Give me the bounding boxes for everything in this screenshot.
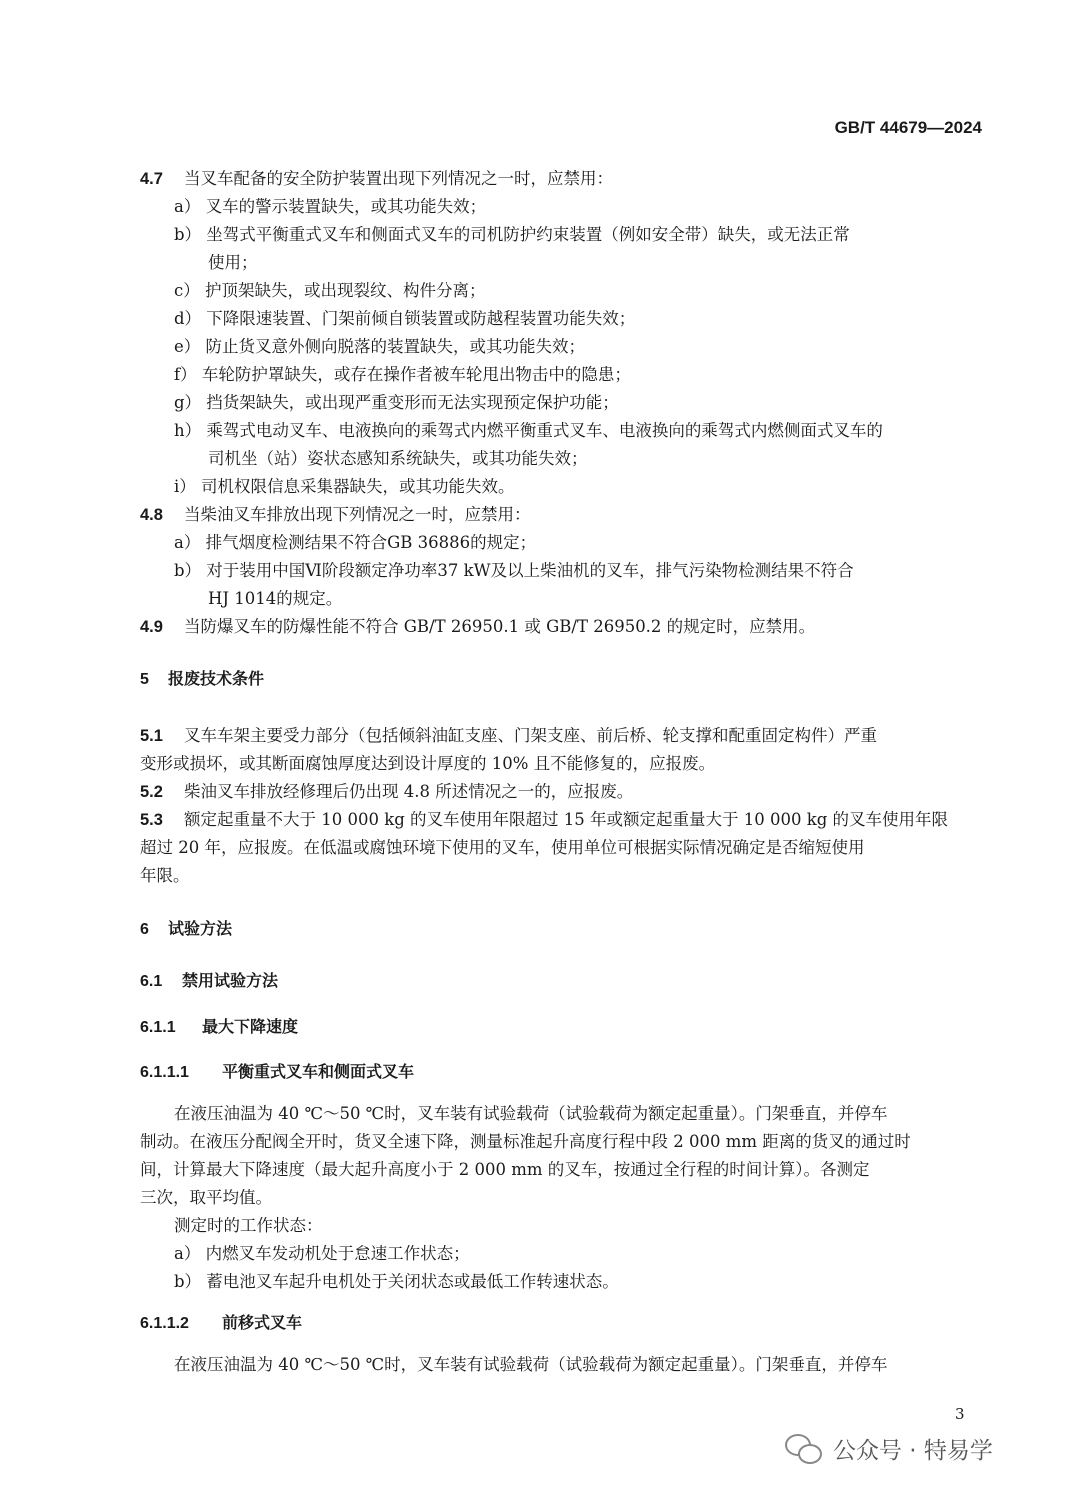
line-text: 当柴油叉车排放出现下列情况之一时，应禁用： [184, 505, 531, 524]
line-text: h） 乘驾式电动叉车、电液换向的乘驾式内燃平衡重式叉车、电液换向的乘驾式内燃侧面式叉车的 [174, 421, 883, 440]
line-text: g） 挡货架缺失，或出现严重变形而无法实现预定保护功能； [174, 393, 619, 412]
text-line [208, 249, 258, 277]
text-line [174, 1212, 323, 1240]
line-text: a） 叉车的警示装置缺失，或其功能失效； [174, 197, 487, 216]
line-text: b） 蓄电池叉车起升电机处于关闭状态或最低工作转速状态。 [174, 1272, 619, 1291]
line-text: 年限。 [140, 866, 190, 885]
clause-number: 5 [140, 671, 149, 688]
text-line [174, 277, 486, 305]
clause-number: 5.2 [140, 783, 163, 801]
text-line [174, 529, 536, 557]
section-heading [140, 665, 264, 693]
line-text: 禁用试验方法 [182, 971, 279, 990]
line-text: 当叉车配备的安全防护装置出现下列情况之一时，应禁用： [184, 169, 613, 188]
text-line [174, 221, 850, 249]
section-heading [140, 915, 232, 943]
clause-number: 6.1 [140, 973, 163, 990]
text-line [174, 1100, 887, 1128]
line-text: 间，计算最大下降速度（最大起升高度小于 2 000 mm 的叉车，按通过全行程的时间计算）。各测定 [140, 1160, 870, 1179]
page-number: 3 [955, 1405, 965, 1423]
line-text: 柴油叉车排放经修理后仍出现 4.8 所述情况之一的，应报废。 [184, 782, 634, 801]
line-text: b） 坐驾式平衡重式叉车和侧面式叉车的司机防护约束装置（例如安全带）缺失，或无法正常 [174, 225, 850, 244]
line-text: a） 内燃叉车发动机处于怠速工作状态； [174, 1244, 470, 1263]
line-text: i） 司机权限信息采集器缺失，或其功能失效。 [174, 477, 515, 496]
text-line [174, 417, 883, 445]
text-line [140, 806, 948, 834]
line-text: 制动。在液压分配阀全开时，货叉全速下降，测量标准起升高度行程中段 2 000 mm 距离的货叉的通过时 [140, 1132, 911, 1151]
clause-number: 4.9 [140, 618, 163, 636]
text-line [174, 389, 619, 417]
text-line [140, 1184, 272, 1212]
text-line [140, 1128, 911, 1156]
text-line [140, 722, 877, 750]
line-text: 报废技术条件 [168, 669, 265, 688]
line-text: 测定时的工作状态： [174, 1216, 323, 1235]
text-line [140, 862, 190, 890]
line-text: 超过 20 年，应报废。在低温或腐蚀环境下使用的叉车，使用单位可根据实际情况确定是否缩短使用 [140, 838, 865, 857]
text-line [174, 361, 631, 389]
section-heading [140, 1013, 298, 1041]
text-line [140, 834, 865, 862]
text-line [174, 333, 585, 361]
line-text: c） 护顶架缺失，或出现裂纹、构件分离； [174, 281, 486, 300]
clause-number: 6.1.1 [140, 1019, 176, 1036]
text-line [174, 1351, 887, 1379]
clause-number: 6.1.1.1 [140, 1064, 189, 1081]
footer-watermark [785, 1432, 993, 1465]
line-text: d） 下降限速装置、门架前倾自锁装置或防越程装置功能失效； [174, 309, 636, 328]
text-line [140, 750, 715, 778]
section-heading [140, 1309, 302, 1337]
text-line [208, 445, 588, 473]
text-line [140, 778, 633, 806]
line-text: 使用； [208, 253, 258, 272]
text-line [174, 305, 635, 333]
line-text: 额定起重量不大于 10 000 kg 的叉车使用年限超过 15 年或额定起重量大于 10 000 kg 的叉车使用年限 [184, 810, 949, 829]
text-line [140, 501, 531, 529]
clause-number: 5.1 [140, 727, 163, 745]
line-text: 司机坐（站）姿状态感知系统缺失，或其功能失效； [208, 449, 588, 468]
text-line [140, 165, 613, 193]
text-line [174, 557, 854, 585]
line-text: 三次，取平均值。 [140, 1188, 272, 1207]
text-line [208, 585, 342, 613]
clause-number: 5.3 [140, 811, 163, 829]
text-line [174, 193, 486, 221]
line-text: e） 防止货叉意外侧向脱落的装置缺失，或其功能失效； [174, 337, 586, 356]
line-text: 在液压油温为 40 ℃～50 ℃时，叉车装有试验载荷（试验载荷为额定起重量）。门架垂直，并停车 [174, 1104, 888, 1123]
line-text: 试验方法 [168, 919, 233, 938]
text-line [174, 1240, 470, 1268]
line-text: a） 排气烟度检测结果不符合GB 36886的规定； [174, 533, 537, 552]
standard-code: GB/T 44679—2024 [834, 118, 982, 137]
clause-number: 6 [140, 921, 149, 938]
text-line [140, 613, 815, 641]
section-heading [140, 967, 278, 995]
line-text: 平衡重式叉车和侧面式叉车 [222, 1062, 415, 1081]
wechat-icon [785, 1434, 823, 1464]
line-text: 在液压油温为 40 ℃～50 ℃时，叉车装有试验载荷（试验载荷为额定起重量）。门架垂直，并停车 [174, 1355, 888, 1374]
text-line [140, 1156, 870, 1184]
footer-text: 公众号 · 特易学 [833, 1438, 993, 1464]
clause-number: 6.1.1.2 [140, 1315, 189, 1332]
text-line [174, 473, 515, 501]
line-text: 当防爆叉车的防爆性能不符合 GB/T 26950.1 或 GB/T 26950.2 的规定时，应禁用。 [184, 617, 816, 636]
clause-number: 4.8 [140, 506, 163, 524]
line-text: 变形或损坏，或其断面腐蚀厚度达到设计厚度的 10% 且不能修复的，应报废。 [140, 754, 716, 773]
line-text: HJ 1014的规定。 [208, 589, 343, 608]
line-text: 叉车车架主要受力部分（包括倾斜油缸支座、门架支座、前后桥、轮支撑和配重固定构件）严重 [184, 726, 877, 745]
line-text: b） 对于装用中国Ⅵ阶段额定净功率37 kW及以上柴油机的叉车，排气污染物检测结果不符合 [174, 561, 854, 580]
line-text: 最大下降速度 [202, 1017, 299, 1036]
section-heading [140, 1058, 414, 1086]
text-line [174, 1268, 619, 1296]
line-text: 前移式叉车 [222, 1313, 303, 1332]
line-text: f） 车轮防护罩缺失，或存在操作者被车轮甩出物击中的隐患； [174, 365, 631, 384]
clause-number: 4.7 [140, 170, 163, 188]
